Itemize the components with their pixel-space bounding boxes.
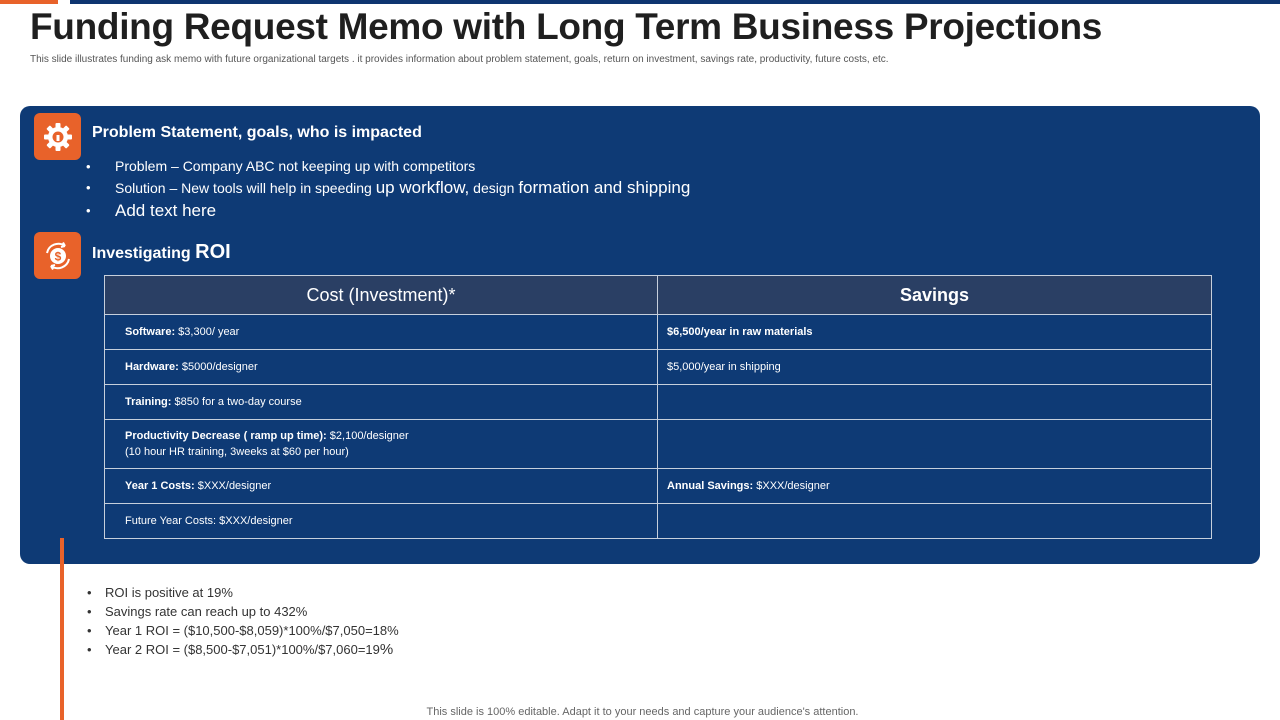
cost-cell bbox=[105, 420, 658, 469]
list-item: • Savings rate can reach up to 432% bbox=[87, 602, 399, 621]
cost-cell bbox=[105, 315, 658, 350]
list-item bbox=[87, 640, 399, 659]
savings-value: $XXX/designer bbox=[753, 480, 830, 492]
slide-subtitle: This slide illustrates funding ask memo with future organizational targets . it provides information about problem statement, goals, return on investment, savings rate, productivity, future costs, etc. bbox=[30, 54, 889, 65]
problem-bullets bbox=[86, 156, 690, 222]
table-row bbox=[105, 350, 1212, 385]
savings-cell bbox=[658, 385, 1212, 420]
roi-heading-text: Investigating bbox=[92, 245, 196, 262]
svg-text:$: $ bbox=[54, 249, 61, 263]
cost-label: Year 1 Costs: bbox=[125, 480, 195, 492]
bullet-text: Solution – New tools will help in speeding bbox=[115, 180, 376, 196]
cost-label: Software: bbox=[125, 326, 176, 338]
cost-value: $3,300/ year bbox=[175, 326, 240, 338]
note-text: Year 2 ROI = ($8,500-$7,051)*100%/$7,060=19 bbox=[105, 642, 380, 657]
top-accent-navy bbox=[70, 0, 1280, 4]
bullet-text: formation and shipping bbox=[518, 178, 691, 197]
cost-cell: Future Year Costs: $XXX/designer bbox=[105, 504, 658, 539]
cost-cell bbox=[105, 469, 658, 504]
cost-value: $850 for a two-day course bbox=[171, 396, 302, 408]
cost-value: $2,100/designer bbox=[326, 430, 409, 442]
bullet-text: up workflow, bbox=[375, 178, 470, 197]
accent-vertical-line bbox=[60, 538, 64, 720]
list-item: • Year 1 ROI = ($10,500-$8,059)*100%/$7,050=18% bbox=[87, 621, 399, 640]
savings-column-header: Savings bbox=[658, 276, 1212, 315]
dollar-cycle-icon bbox=[34, 232, 81, 279]
cost-label: Training: bbox=[125, 396, 172, 408]
table-row bbox=[105, 385, 1212, 420]
savings-cell: $5,000/year in shipping bbox=[658, 350, 1212, 385]
savings-cell bbox=[658, 315, 1212, 350]
list-item: • Problem – Company ABC not keeping up with competitors bbox=[86, 156, 690, 177]
cost-value: $XXX/designer bbox=[194, 480, 272, 492]
savings-value: $6,500/year in raw materials bbox=[667, 326, 813, 338]
savings-label: Annual Savings: bbox=[667, 480, 754, 492]
table-header-row bbox=[105, 276, 1212, 315]
list-item: • Add text here bbox=[86, 199, 690, 222]
savings-cell bbox=[658, 469, 1212, 504]
cost-column-header: Cost (Investment)* bbox=[105, 276, 658, 315]
table-row bbox=[105, 315, 1212, 350]
list-item: • ROI is positive at 19% bbox=[87, 583, 399, 602]
gear-icon bbox=[34, 113, 81, 160]
bullet-text: design bbox=[469, 180, 519, 196]
cost-cell bbox=[105, 350, 658, 385]
cost-value: $5000/designer bbox=[178, 361, 258, 373]
list-item bbox=[86, 177, 690, 199]
roi-heading bbox=[92, 241, 231, 264]
cost-label: Productivity Decrease ( ramp up time): bbox=[125, 430, 327, 442]
table-row bbox=[105, 469, 1212, 504]
table-row bbox=[105, 420, 1212, 469]
table-row bbox=[105, 504, 1212, 539]
top-accent-orange bbox=[0, 0, 58, 4]
roi-table bbox=[104, 275, 1212, 539]
cost-cell bbox=[105, 385, 658, 420]
roi-heading-emphasis: ROI bbox=[195, 241, 231, 263]
savings-cell bbox=[658, 504, 1212, 539]
slide-footer: This slide is 100% editable. Adapt it to your needs and capture your audience's attention. bbox=[426, 706, 859, 718]
cost-detail: (10 hour HR training, 3weeks at $60 per hour) bbox=[125, 446, 349, 458]
slide-title: Funding Request Memo with Long Term Business Projections bbox=[30, 6, 1103, 47]
note-text: % bbox=[379, 641, 394, 658]
roi-notes bbox=[87, 583, 399, 659]
problem-heading: Problem Statement, goals, who is impacted bbox=[92, 124, 422, 141]
cost-label: Hardware: bbox=[125, 361, 179, 373]
savings-cell bbox=[658, 420, 1212, 469]
